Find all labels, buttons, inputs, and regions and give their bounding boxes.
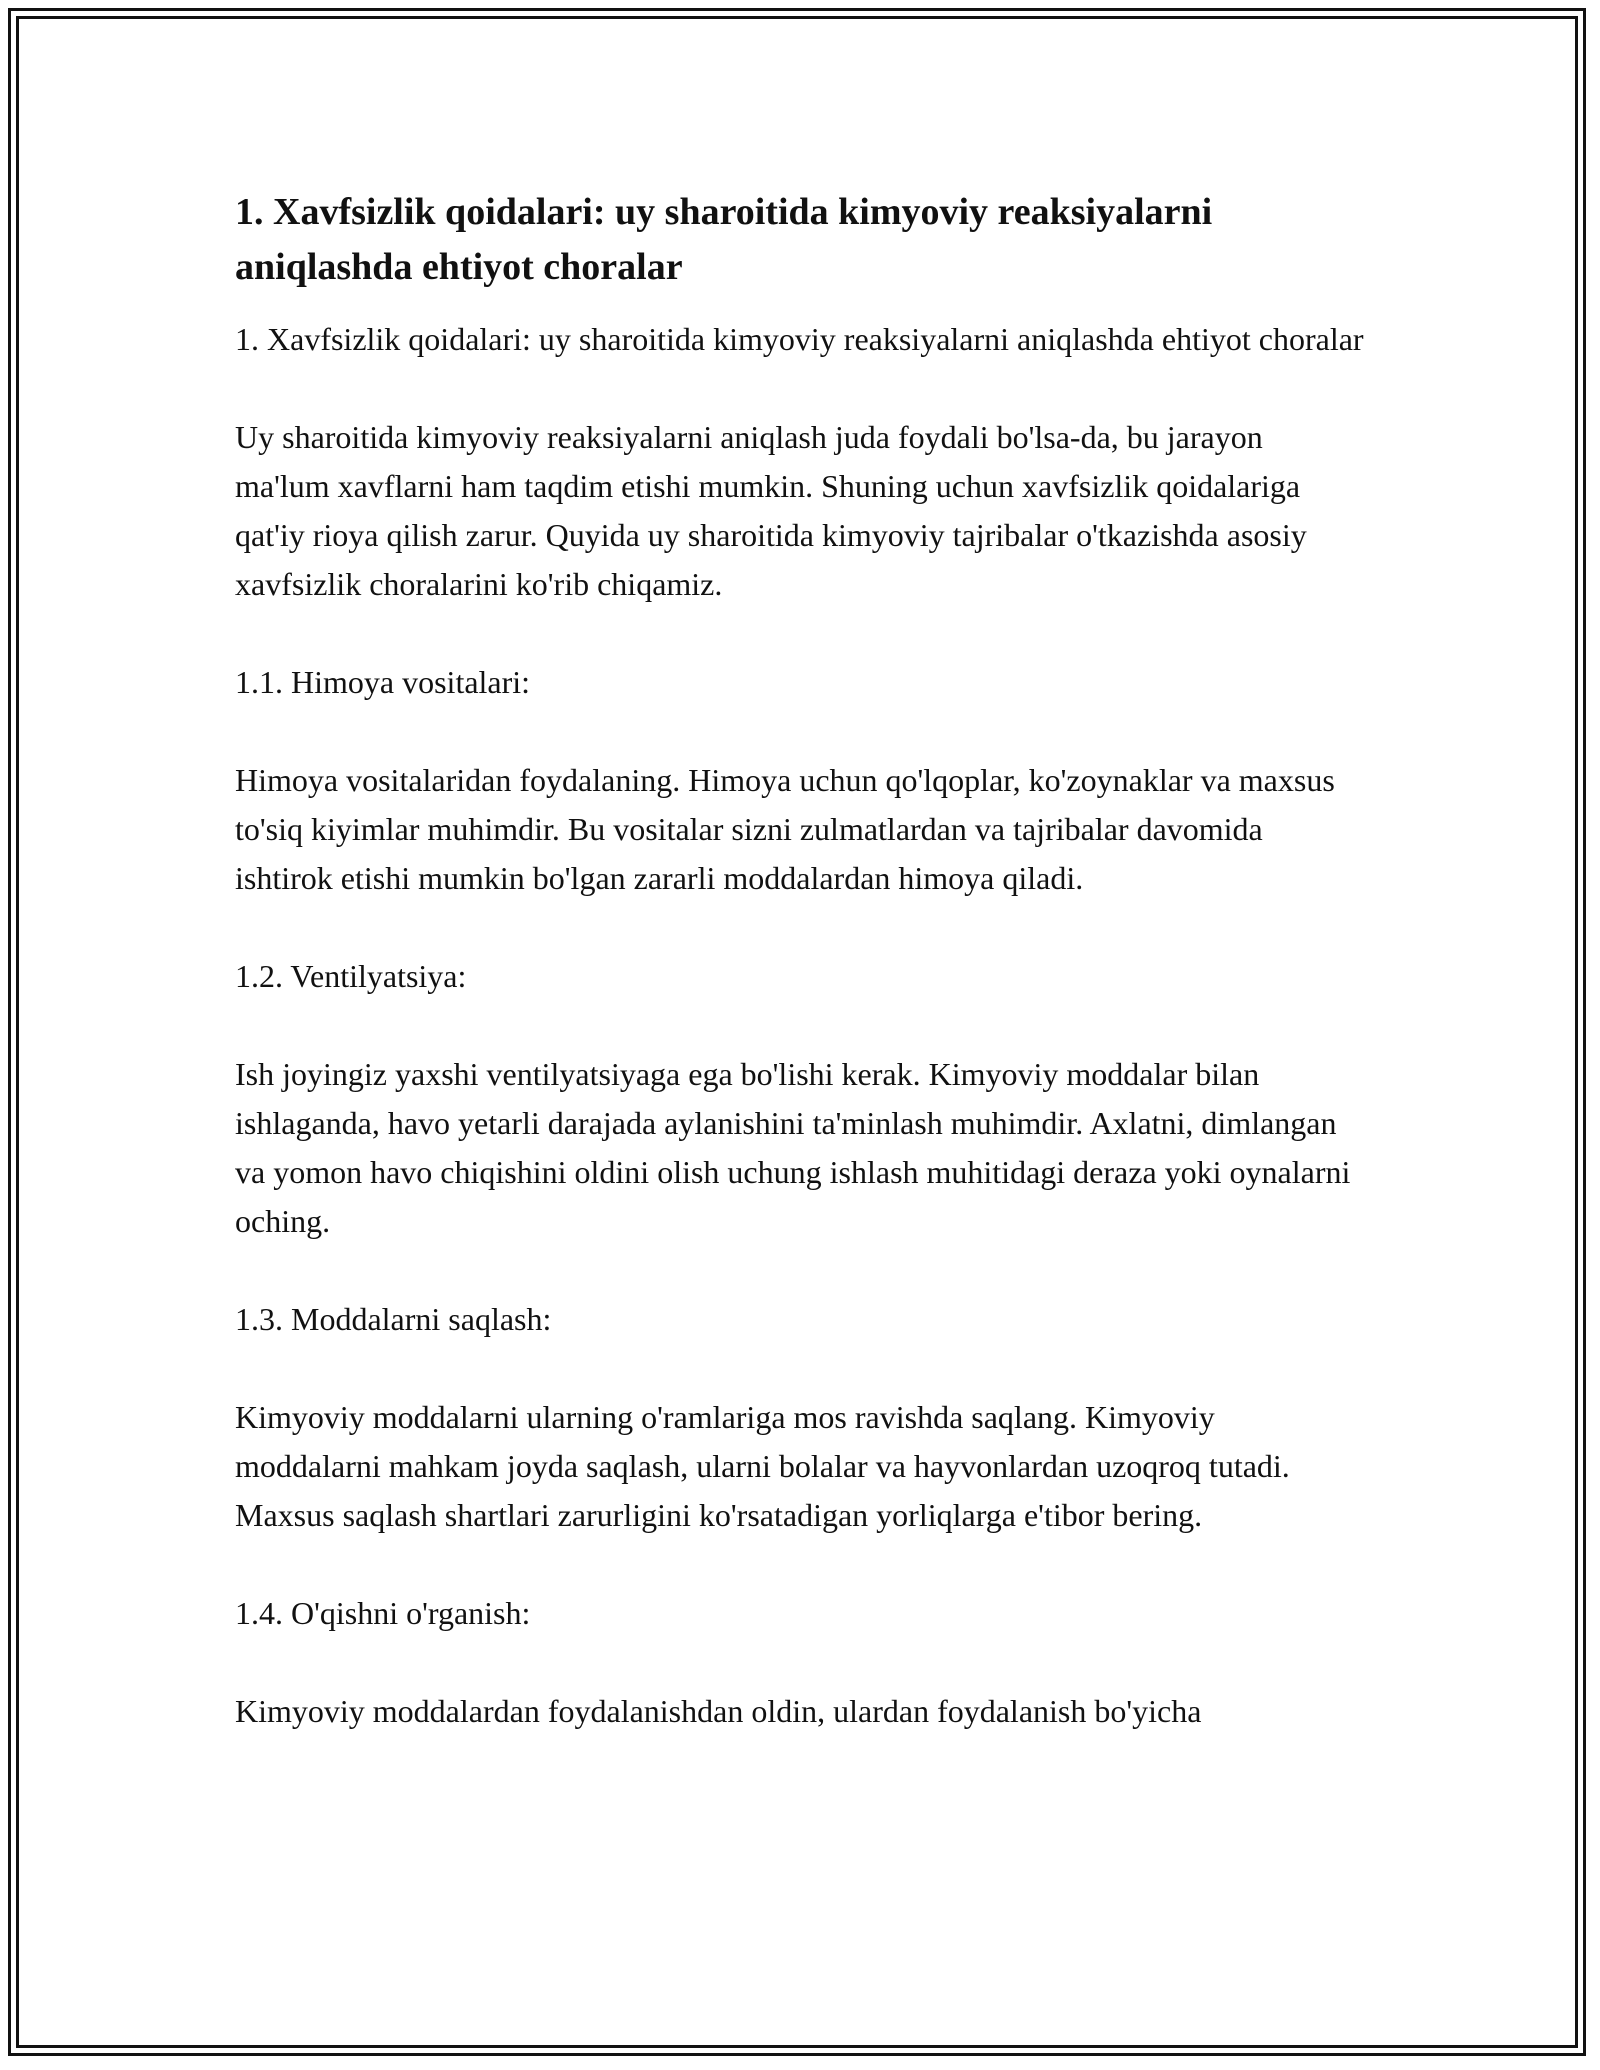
paragraph-storage: Kimyoviy moddalarni ularning o'ramlariga mos ravishda saqlang. Kimyoviy moddalarni mahkam joyda saqlash, ularni bolalar va hayvonlardan uzoqroq tutadi. Maxsus saqlash shartlari zarurligini ko'rsatadigan yorliqlarga e'tibor bering. — [235, 1399, 1290, 1533]
document-title: 1. Xavfsizlik qoidalari: uy sharoitida kimyoviy reaksiyalarni aniqlashda ehtiyot choralar — [235, 191, 1213, 288]
paragraph-protective-equipment: Himoya vositalaridan foydalaning. Himoya uchun qo'lqoplar, ko'zoynaklar va maxsus to'siq kiyimlar muhimdir. Bu vositalar sizni zulmatlardan va tajribalar davomida ishtirok etishi mumkin bo'lgan zararli moddalardan himoya qiladi. — [235, 762, 1335, 896]
section-heading-learning: 1.4. O'qishni o'rganish: — [235, 1595, 531, 1631]
paragraph-intro: Uy sharoitida kimyoviy reaksiyalarni aniqlash juda foydali bo'lsa-da, bu jarayon ma'lum xavflarni ham taqdim etishi mumkin. Shuning uchun xavfsizlik qoidalariga qat'iy rioya qilish zarur. Quyida uy sharoitida kimyoviy tajribalar o'tkazishda asosiy xavfsizlik choralarini ko'rib chiqamiz. — [235, 419, 1307, 602]
section-heading-storage: 1.3. Moddalarni saqlash: — [235, 1301, 552, 1337]
paragraph-intro-heading: 1. Xavfsizlik qoidalari: uy sharoitida kimyoviy reaksiyalarni aniqlashda ehtiyot choralar — [235, 321, 1364, 357]
section-heading-ventilation: 1.2. Ventilyatsiya: — [235, 958, 467, 994]
paragraph-learning: Kimyoviy moddalardan foydalanishdan oldin, ulardan foydalanish bo'yicha — [235, 1693, 1202, 1729]
document-body — [235, 185, 1365, 1785]
paragraph-ventilation: Ish joyingiz yaxshi ventilyatsiyaga ega bo'lishi kerak. Kimyoviy moddalar bilan ishlaganda, havo yetarli darajada aylanishini ta'minlash muhimdir. Axlatni, dimlangan va yomon havo chiqishini oldini olish uchung ishlash muhitidagi deraza yoki oynalarni oching. — [235, 1056, 1351, 1239]
section-heading-protective-equipment: 1.1. Himoya vositalari: — [235, 664, 531, 700]
